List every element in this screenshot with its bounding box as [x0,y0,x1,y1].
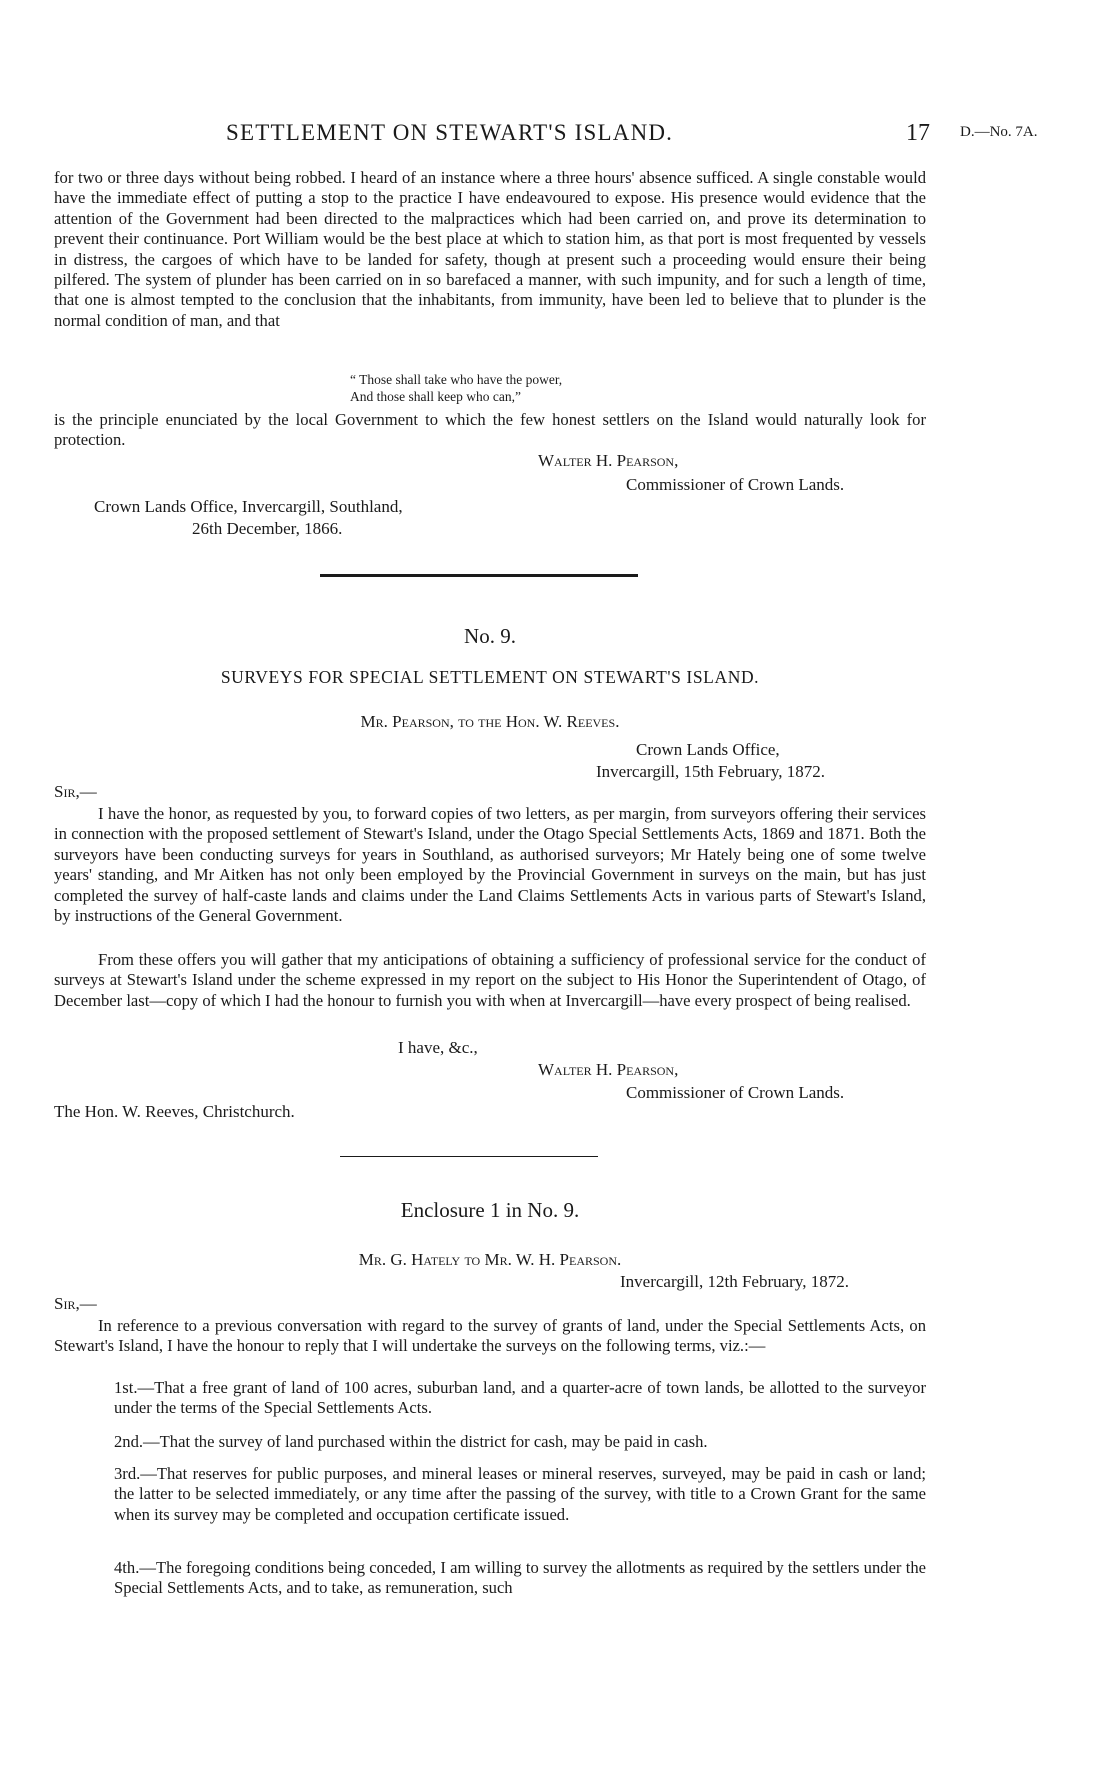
signature-name-2: Walter H. Pearson, [538,1060,679,1079]
quote-line-2: And those shall keep who can,” [350,389,521,404]
list-item-1: 1st.—That a free grant of land of 100 acres, suburban land, and a quarter-acre of town lands, be allotted to the surveyor under the terms of the Special Settlements Acts. [114,1378,926,1418]
enclosure-salutation: Sir,— [54,1294,97,1313]
enclosure-subheading: Mr. G. Hately to Mr. W. H. Pearson. [358,1250,622,1269]
continuation-paragraph: is the principle enunciated by the local Government to which the few honest settlers on the Island would naturally look for protection. [54,410,926,450]
signature-title: Commissioner of Crown Lands. [626,475,845,494]
list-item-4-label: 4th. [114,1558,140,1577]
list-item-3-text: That reserves for public purposes, and mineral leases or mineral reserves, surveyed, may be paid in cash or land; the latter to be selected immediately, or any time after the passing of the survey, with title to a Crown Grant for the same when its survey may be completed and occupation certificate issued. [114,1464,926,1524]
list-item-4: 4th.—The foregoing conditions being conceded, I am willing to survey the allotments as required by the settlers under the Special Settlements Acts, and to take, as remuneration, such [114,1558,926,1598]
list-item-1-label: 1st. [114,1378,138,1397]
letter-subheading: Mr. Pearson, to the Hon. W. Reeves. [360,712,620,731]
closing: I have, &c., [398,1038,478,1057]
list-item-2-label: 2nd. [114,1432,144,1451]
address-line-1: Crown Lands Office, [636,740,780,759]
document-reference: D.—No. 7A. [960,124,1038,140]
enclosure-heading: Enclosure 1 in No. 9. [400,1198,580,1222]
letter-paragraph-1: I have the honor, as requested by you, to forward copies of two letters, as per margin, from surveyors offering their services in connection with the proposed settlement of Stewart's Island, under the Otago Special Settlements Acts, 1869 and 1871. Both the surveyors have been conducting surveys for years in Southland, as authorised surveyors; Mr Hately being one of some twelve years' standing, and Mr Aitken has not only been employed by the Provincial Government in surveys on the main, but has just completed the survey of half-caste lands and claims under the Land Claims Settlements Acts in various parts of Stewart's Island, by instructions of the General Government. [54,804,926,926]
enclosure-date: Invercargill, 12th February, 1872. [620,1272,849,1291]
list-item-1-text: That a free grant of land of 100 acres, suburban land, and a quarter-acre of town lands, be allotted to the surveyor under the terms of the Special Settlements Acts. [114,1378,926,1418]
quote-line-1: “ Those shall take who have the power, [350,372,563,387]
enclosure-paragraph: In reference to a previous conversation with regard to the survey of grants of land, under the Special Settlements Acts, on Stewart's Island, I have the honour to reply that I will undertake the surveys on the following terms, viz.:— [54,1316,926,1356]
list-item-2: 2nd.—That the survey of land purchased within the district for cash, may be paid in cash. [114,1432,708,1451]
letter-paragraph-2: From these offers you will gather that my anticipations of obtaining a sufficiency of professional service for the conduct of surveys at Stewart's Island under the scheme expressed in my report on the subject to His Honor the Superintendent of Otago, of December last—copy of which I had the honour to furnish you with when at Invercargill—have every prospect of being realised. [54,950,926,1010]
letter-place: Crown Lands Office, Invercargill, Southland, [94,497,403,516]
letter-date: 26th December, 1866. [192,519,343,538]
section-heading: SURVEYS FOR SPECIAL SETTLEMENT ON STEWART'S ISLAND. [220,667,760,687]
signature-name: Walter H. Pearson, [538,451,679,470]
section-divider-thick [320,574,638,577]
running-header-title: SETTLEMENT ON STEWART'S ISLAND. [226,120,674,145]
section-divider-thin [340,1156,598,1157]
recipient: The Hon. W. Reeves, Christchurch. [54,1102,295,1121]
list-item-2-text: That the survey of land purchased within the district for cash, may be paid in cash. [159,1432,708,1451]
address-line-2: Invercargill, 15th February, 1872. [596,762,825,781]
page-number: 17 [906,120,930,146]
list-item-4-text: The foregoing conditions being conceded, I am willing to survey the allotments as required by the settlers under the Special Settlements Acts, and to take, as remuneration, such [114,1558,926,1598]
section-number: No. 9. [464,624,516,648]
opening-paragraph: for two or three days without being robbed. I heard of an instance where a three hours' absence sufficed. A single constable would have the immediate effect of putting a stop to the practice I have endeavoured to expose. His presence would evidence that the attention of the Government had been directed to the malpractices which had been carried on, and prove its determination to prevent their continuance. Port William would be the best place at which to station him, as that port is most frequented by vessels in distress, the cargoes of which have to be landed for safety, though at present such a proceeding would ensure their being pilfered. The system of plunder has been carried on in so barefaced a manner, with such impunity, and for such a length of time, that one is almost tempted to the conclusion that the inhabitants, from immunity, have been led to believe that to plunder is the normal condition of man, and that [54,168,926,330]
salutation: Sir,— [54,782,97,801]
signature-title-2: Commissioner of Crown Lands. [626,1083,845,1102]
list-item-3: 3rd.—That reserves for public purposes, and mineral leases or mineral reserves, surveyed, may be paid in cash or land; the latter to be selected immediately, or any time after the passing of the survey, with title to a Crown Grant for the same when its survey may be completed and occupation certificate issued. [114,1464,926,1524]
list-item-3-label: 3rd. [114,1464,141,1483]
